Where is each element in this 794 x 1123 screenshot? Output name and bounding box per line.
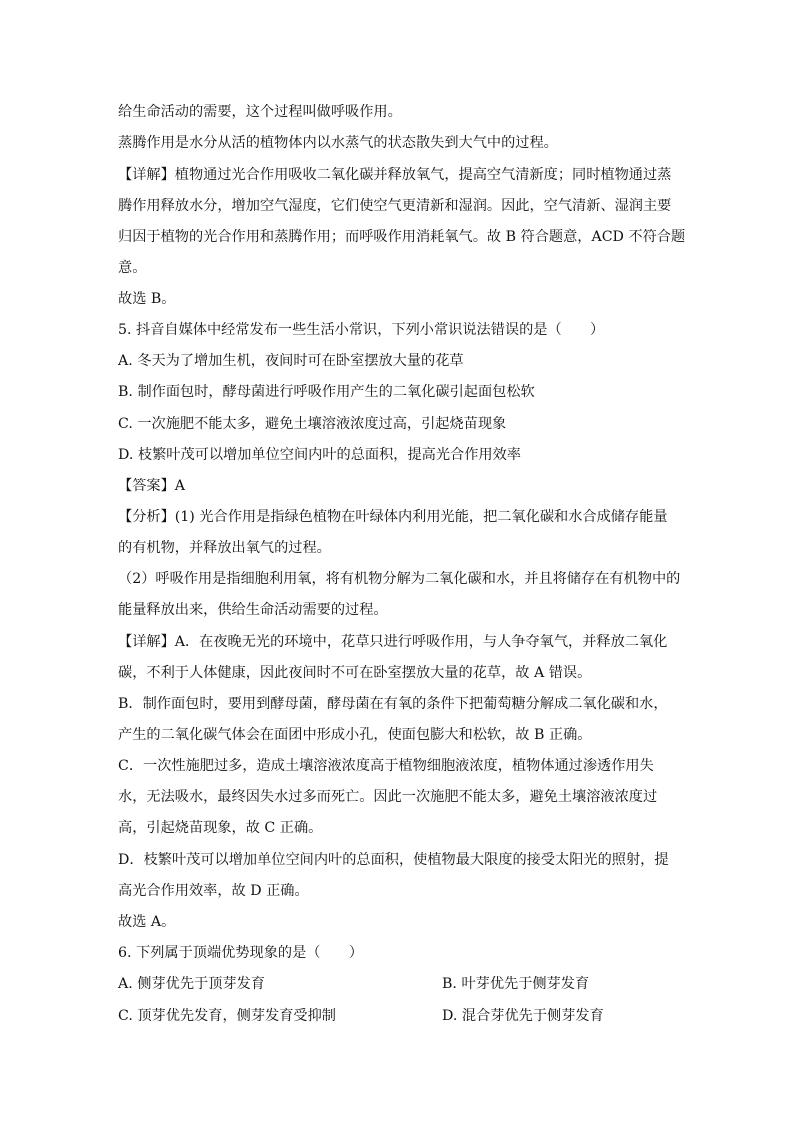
question-6-stem: 6. 下列属于顶端优势现象的是（ ）	[118, 945, 364, 961]
text-line: 高光合作用效率，故 D 正确。	[118, 883, 309, 899]
text-line: 蒸腾作用是水分从活的植物体内以水蒸气的状态散失到大气中的过程。	[118, 135, 558, 151]
answer-label: 【答案】A	[118, 478, 185, 494]
question-6-option-a: A. 侧芽优先于顶芽发育	[118, 976, 265, 992]
text-line: 【详解】植物通过光合作用吸收二氧化碳并释放氧气，提高空气清新度；同时植物通过蒸	[118, 167, 672, 183]
text-line: 产生的二氧化碳气体会在面团中形成小孔，使面包膨大和松软，故 B 正确。	[118, 727, 592, 743]
question-5-stem: 5. 抖音自媒体中经常发布一些生活小常识，下列小常识说法错误的是（ ）	[118, 322, 605, 338]
question-5-option-b: B. 制作面包时，酵母菌进行呼吸作用产生的二氧化碳引起面包松软	[118, 384, 535, 400]
text-line: 故选 B。	[118, 291, 176, 307]
text-line: 碳，不利于人体健康，因此夜间时不可在卧室摆放大量的花草，故 A 错误。	[118, 665, 592, 681]
question-6-option-c: C. 顶芽优先发育，侧芽发育受抑制	[118, 1008, 336, 1024]
text-line: 归因于植物的光合作用和蒸腾作用；而呼吸作用消耗氧气。故 B 符合题意，ACD 不符合题	[118, 229, 686, 245]
text-line: （2）呼吸作用是指细胞利用氧，将有机物分解为二氧化碳和水，并且将储存在有机物中的	[118, 571, 681, 587]
text-line: 故选 A。	[118, 914, 176, 930]
text-line: 腾作用释放水分，增加空气湿度，它们使空气更清新和湿润。因此，空气清新、湿润主要	[118, 198, 672, 214]
text-line: 高，引起烧苗现象，故 C 正确。	[118, 820, 323, 836]
text-line: 【详解】A．在夜晚无光的环境中，花草只进行呼吸作用，与人争夺氧气，并释放二氧化	[118, 634, 668, 650]
text-line: 意。	[118, 260, 147, 276]
question-5-option-d: D. 枝繁叶茂可以增加单位空间内叶的总面积，提高光合作用效率	[118, 447, 521, 463]
text-line: 【分析】(1) 光合作用是指绿色植物在叶绿体内利用光能，把二氧化碳和水合成储存能量	[118, 509, 668, 525]
question-5-option-a: A. 冬天为了增加生机，夜间时可在卧室摆放大量的花草	[118, 353, 464, 369]
text-line: D．枝繁叶茂可以增加单位空间内叶的总面积，使植物最大限度的接受太阳光的照射，提	[118, 852, 669, 868]
text-line: 能量释放出来，供给生命活动需要的过程。	[118, 602, 388, 618]
text-line: 水，无法吸水，最终因失水过多而死亡。因此一次施肥不能太多，避免土壤溶液浓度过	[118, 789, 658, 805]
question-6-option-d: D. 混合芽优先于侧芽发育	[442, 1008, 604, 1024]
text-line: 的有机物，并释放出氧气的过程。	[118, 540, 331, 556]
question-6-option-b: B. 叶芽优先于侧芽发育	[442, 976, 590, 992]
text-line: C．一次性施肥过多，造成土壤溶液浓度高于植物细胞液浓度，植物体通过渗透作用失	[118, 758, 654, 774]
text-line: 给生命活动的需要，这个过程叫做呼吸作用。	[118, 104, 402, 120]
question-5-option-c: C. 一次施肥不能太多，避免土壤溶液浓度过高，引起烧苗现象	[118, 416, 507, 432]
text-line: B．制作面包时，要用到酵母菌，酵母菌在有氧的条件下把葡萄糖分解成二氧化碳和水，	[118, 696, 668, 712]
